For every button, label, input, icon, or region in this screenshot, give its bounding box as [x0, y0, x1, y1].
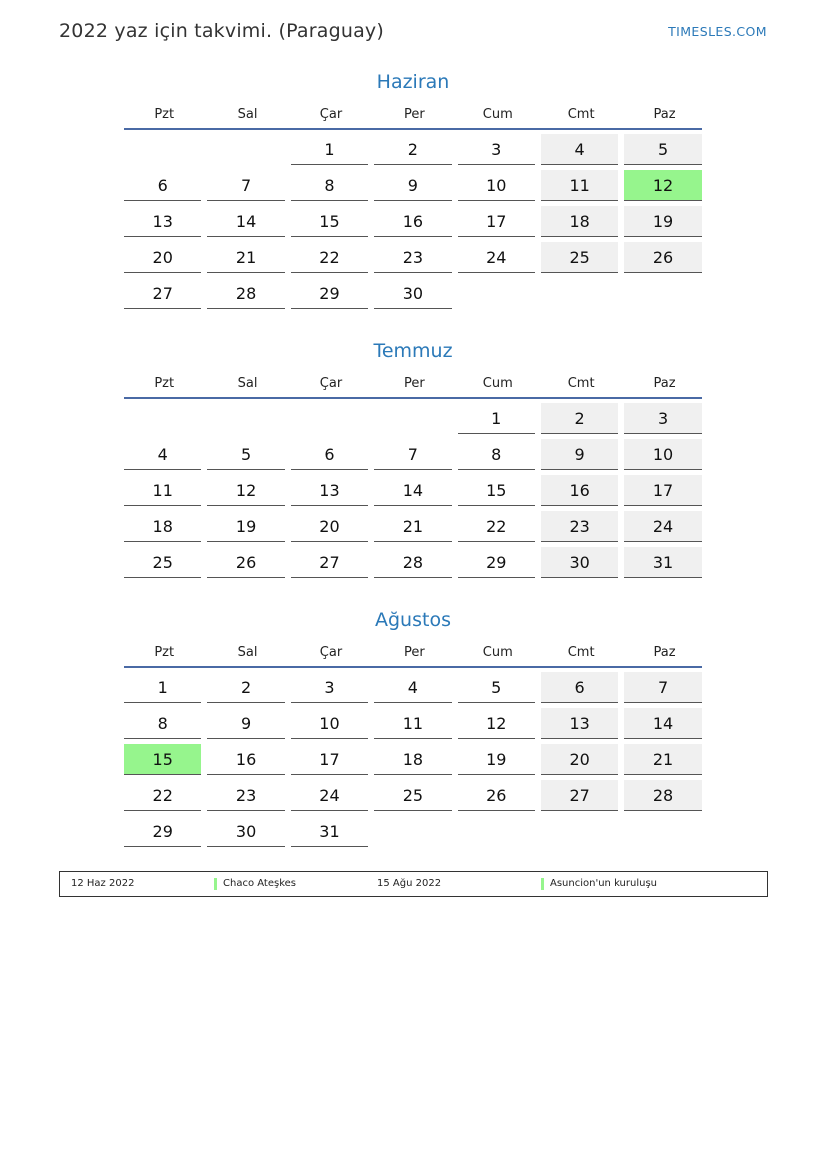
day-cell: 19 [458, 744, 535, 775]
month-title: Haziran [376, 71, 450, 93]
legend-holiday-name: Asuncion'un kuruluşu [550, 878, 657, 889]
day-cell: 14 [207, 206, 284, 237]
weekday-label: Sal [237, 376, 258, 391]
day-cell: 6 [124, 170, 201, 201]
day-cell: 11 [374, 708, 451, 739]
day-cell: 22 [124, 780, 201, 811]
day-cell: 23 [207, 780, 284, 811]
empty-cell [124, 134, 201, 165]
day-cell: 19 [207, 511, 284, 542]
day-cell: 29 [291, 278, 368, 309]
weekday-label: Sal [237, 645, 258, 660]
day-cell: 25 [374, 780, 451, 811]
day-cell: 17 [291, 744, 368, 775]
day-cell: 9 [374, 170, 451, 201]
day-cell: 25 [124, 547, 201, 578]
day-cell: 18 [541, 206, 618, 237]
day-cell: 17 [624, 475, 701, 506]
day-cell: 18 [374, 744, 451, 775]
empty-cell [207, 403, 284, 434]
day-cell: 29 [458, 547, 535, 578]
day-cell: 20 [541, 744, 618, 775]
weekday-label: Paz [653, 107, 676, 122]
day-cell: 24 [624, 511, 701, 542]
empty-cell [124, 403, 201, 434]
day-cell: 22 [458, 511, 535, 542]
day-cell: 11 [124, 475, 201, 506]
day-cell: 8 [124, 708, 201, 739]
day-cell: 9 [207, 708, 284, 739]
day-cell: 15 [458, 475, 535, 506]
day-cell: 25 [541, 242, 618, 273]
weekday-label: Sal [237, 107, 258, 122]
day-cell: 11 [541, 170, 618, 201]
holiday-marker [541, 878, 544, 890]
day-cell: 28 [624, 780, 701, 811]
day-cell: 24 [458, 242, 535, 273]
day-cell: 14 [374, 475, 451, 506]
day-cell: 2 [541, 403, 618, 434]
day-cell: 21 [624, 744, 701, 775]
day-cell: 6 [291, 439, 368, 470]
legend-date: 12 Haz 2022 [71, 878, 135, 889]
month-june [121, 68, 705, 314]
day-cell: 26 [458, 780, 535, 811]
day-cell: 1 [291, 134, 368, 165]
weekday-header [124, 369, 702, 399]
weekday-label: Cmt [567, 645, 595, 660]
day-cell: 1 [124, 672, 201, 703]
empty-cell [374, 403, 451, 434]
day-cell: 4 [541, 134, 618, 165]
day-cell: 23 [541, 511, 618, 542]
day-cell: 14 [624, 708, 701, 739]
day-cell: 30 [374, 278, 451, 309]
day-cell: 4 [374, 672, 451, 703]
day-cell: 17 [458, 206, 535, 237]
day-cell: 19 [624, 206, 701, 237]
weekday-label: Cum [482, 645, 513, 660]
weekday-label: Cum [482, 376, 513, 391]
day-cell: 21 [374, 511, 451, 542]
day-cell: 20 [291, 511, 368, 542]
day-cell: 10 [458, 170, 535, 201]
day-cell: 24 [291, 780, 368, 811]
weekday-label: Pzt [154, 107, 175, 122]
day-cell: 23 [374, 242, 451, 273]
day-cell: 21 [207, 242, 284, 273]
weekday-label: Paz [653, 376, 676, 391]
page-title: 2022 yaz için takvimi. (Paraguay) [59, 20, 384, 42]
day-cell: 27 [124, 278, 201, 309]
weekday-label: Cmt [567, 107, 595, 122]
day-cell: 3 [291, 672, 368, 703]
day-cell: 15 [291, 206, 368, 237]
day-cell: 8 [458, 439, 535, 470]
weekday-header [124, 638, 702, 668]
day-cell: 2 [374, 134, 451, 165]
day-cell: 5 [458, 672, 535, 703]
weekday-label: Paz [653, 645, 676, 660]
weekday-label: Pzt [154, 376, 175, 391]
day-cell: 3 [624, 403, 701, 434]
day-cell: 16 [207, 744, 284, 775]
weekday-label: Per [404, 645, 425, 660]
day-cell: 12 [207, 475, 284, 506]
day-cell: 10 [291, 708, 368, 739]
day-cell: 16 [374, 206, 451, 237]
day-grid [121, 403, 705, 583]
day-cell: 13 [541, 708, 618, 739]
day-cell: 13 [291, 475, 368, 506]
day-cell: 16 [541, 475, 618, 506]
month-title: Ağustos [375, 609, 451, 631]
holiday-day-cell: 15 [124, 744, 201, 775]
day-cell: 5 [624, 134, 701, 165]
day-cell: 26 [624, 242, 701, 273]
day-cell: 13 [124, 206, 201, 237]
holiday-marker [214, 878, 217, 890]
day-cell: 3 [458, 134, 535, 165]
day-cell: 4 [124, 439, 201, 470]
day-cell: 1 [458, 403, 535, 434]
weekday-label: Pzt [154, 645, 175, 660]
weekday-label: Cum [482, 107, 513, 122]
day-cell: 2 [207, 672, 284, 703]
day-cell: 30 [207, 816, 284, 847]
day-cell: 27 [291, 547, 368, 578]
brand-link[interactable]: TIMESLES.COM [668, 24, 767, 39]
day-grid [121, 134, 705, 314]
weekday-label: Çar [319, 645, 343, 660]
day-cell: 30 [541, 547, 618, 578]
day-cell: 22 [291, 242, 368, 273]
holiday-day-cell: 12 [624, 170, 701, 201]
day-cell: 18 [124, 511, 201, 542]
weekday-label: Per [404, 107, 425, 122]
day-cell: 7 [624, 672, 701, 703]
day-cell: 31 [291, 816, 368, 847]
day-cell: 10 [624, 439, 701, 470]
legend-date: 15 Ağu 2022 [377, 878, 442, 889]
weekday-label: Çar [319, 376, 343, 391]
day-cell: 6 [541, 672, 618, 703]
day-cell: 12 [458, 708, 535, 739]
day-cell: 29 [124, 816, 201, 847]
weekday-header [124, 100, 702, 130]
day-cell: 26 [207, 547, 284, 578]
day-cell: 20 [124, 242, 201, 273]
month-title: Temmuz [373, 340, 453, 362]
empty-cell [207, 134, 284, 165]
day-cell: 27 [541, 780, 618, 811]
legend-holiday-name: Chaco Ateşkes [223, 878, 296, 889]
day-cell: 31 [624, 547, 701, 578]
empty-cell [291, 403, 368, 434]
month-july [121, 337, 705, 583]
weekday-label: Cmt [567, 376, 595, 391]
holiday-legend [59, 871, 768, 897]
day-cell: 7 [207, 170, 284, 201]
day-cell: 8 [291, 170, 368, 201]
month-august [121, 606, 705, 852]
day-cell: 9 [541, 439, 618, 470]
day-cell: 7 [374, 439, 451, 470]
day-cell: 28 [207, 278, 284, 309]
weekday-label: Çar [319, 107, 343, 122]
day-cell: 5 [207, 439, 284, 470]
weekday-label: Per [404, 376, 425, 391]
day-grid [121, 672, 705, 852]
day-cell: 28 [374, 547, 451, 578]
